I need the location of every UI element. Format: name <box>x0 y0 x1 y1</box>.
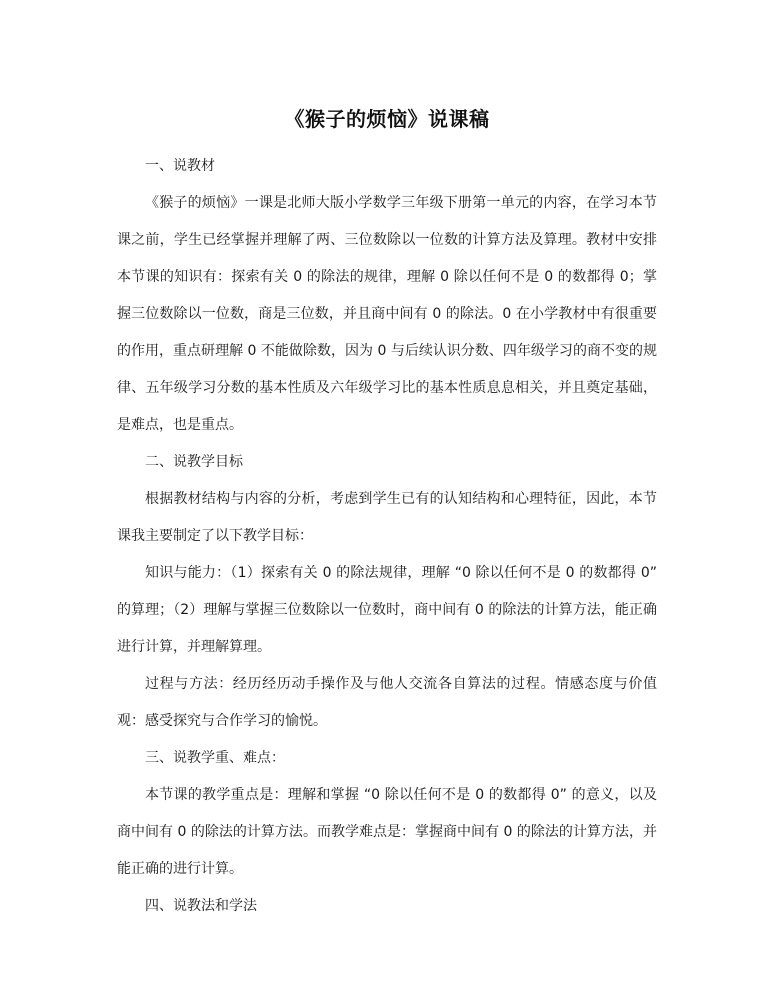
section-heading-key-points: 三、说教学重、难点： <box>145 750 285 766</box>
paragraph: 《猴子的烦恼》一课是北师大版小学数学三年级下册第一单元的内容，在学习本节课之前，学生已经掌握并理解了两、三位数除以一位数的计算方法及算理。教材中安排本节课的知识有：探索有关 0 的除法的规律，理解 0 除以任何不是 0 的数都得 0；掌握三位数除以一位数，商是三位数，并且商中间有 0 的除法。0 在小学教材中有很重要的作用，重点研理解 0 不能做除数，因为 0 与后续认识分数、四年级学习的商不变的规律、五年级学习分数的基本性质及六年级学习比的基本性质息息相关，并且奠定基础，是难点，也是重点。 <box>117 195 657 433</box>
paragraph: 过程与方法：经历经历动手操作及与他人交流各自算法的过程。情感态度与价值观：感受探究与合作学习的愉悦。 <box>117 676 657 729</box>
paragraph: 知识与能力：（1）探索有关 0 的除法规律，理解 “0 除以任何不是 0 的数都得 0” 的算理；（2）理解与掌握三位数除以一位数时，商中间有 0 的除法的计算方法，能正确进行计算，并理解算理。 <box>117 565 657 655</box>
document-body <box>117 104 657 925</box>
paragraph: 本节课的教学重点是：理解和掌握 “0 除以任何不是 0 的数都得 0” 的意义，以及商中间有 0 的除法的计算方法。而教学难点是：掌握商中间有 0 的除法的计算方法，并能正确的进行计算。 <box>117 787 657 877</box>
document-title: 《猴子的烦恼》说课稿 <box>284 107 490 131</box>
section-heading-teaching-objectives: 二、说教学目标 <box>145 454 243 470</box>
section-heading-methods: 四、说教法和学法 <box>145 898 257 914</box>
paragraph: 根据教材结构与内容的分析，考虑到学生已有的认知结构和心理特征，因此，本节课我主要制定了以下教学目标： <box>117 491 657 544</box>
section-heading-teaching-material: 一、说教材 <box>145 158 215 174</box>
